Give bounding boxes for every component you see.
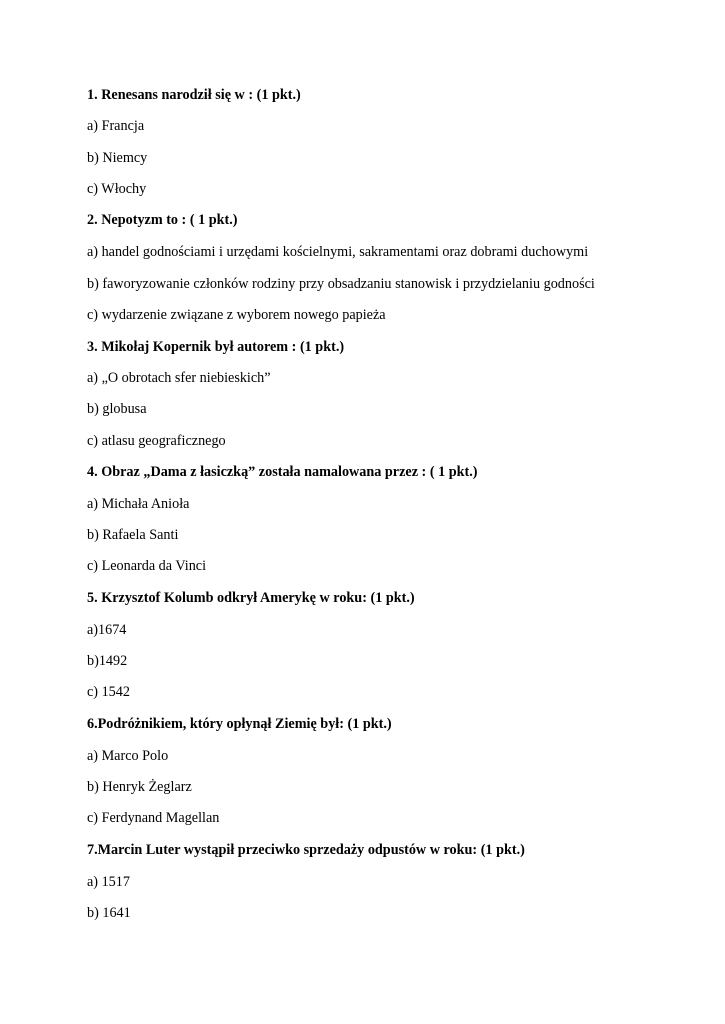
question-3-answer-a: a) „O obrotach sfer niebieskich” — [87, 370, 271, 386]
question-1-answer-c: c) Włochy — [87, 181, 147, 197]
question-1-answer-a: a) Francja — [87, 118, 145, 134]
question-2: 2. Nepotyzm to : ( 1 pkt.) — [87, 212, 238, 228]
question-3-answer-c: c) atlasu geograficznego — [87, 433, 226, 449]
question-2-answer-b: b) faworyzowanie członków rodziny przy obsadzaniu stanowisk i przydzielaniu godności — [87, 276, 595, 292]
question-5-answer-c: c) 1542 — [87, 684, 130, 700]
question-4-answer-b: b) Rafaela Santi — [87, 527, 179, 543]
question-1: 1. Renesans narodził się w : (1 pkt.) — [87, 87, 301, 103]
question-7-answer-b: b) 1641 — [87, 905, 131, 921]
question-2-answer-a: a) handel godnościami i urzędami kościelnymi, sakramentami oraz dobrami duchowymi — [87, 244, 589, 260]
question-6: 6.Podróżnikiem, który opłynął Ziemię był: (1 pkt.) — [87, 716, 392, 732]
question-5-answer-a: a)1674 — [87, 622, 127, 638]
question-2-answer-c: c) wydarzenie związane z wyborem nowego papieża — [87, 307, 386, 323]
question-6-answer-b: b) Henryk Żeglarz — [87, 779, 192, 795]
question-4-answer-a: a) Michała Anioła — [87, 496, 190, 512]
question-4-answer-c: c) Leonarda da Vinci — [87, 558, 207, 574]
question-6-answer-c: c) Ferdynand Magellan — [87, 810, 220, 826]
question-3-answer-b: b) globusa — [87, 401, 147, 417]
question-6-answer-a: a) Marco Polo — [87, 748, 169, 764]
question-1-answer-b: b) Niemcy — [87, 150, 148, 166]
question-5: 5. Krzysztof Kolumb odkrył Amerykę w roku: (1 pkt.) — [87, 590, 415, 606]
question-7: 7.Marcin Luter wystąpił przeciwko sprzedaży odpustów w roku: (1 pkt.) — [87, 842, 525, 858]
question-7-answer-a: a) 1517 — [87, 874, 130, 890]
question-5-answer-b: b)1492 — [87, 653, 128, 669]
question-4: 4. Obraz „Dama z łasiczką” została namalowana przez : ( 1 pkt.) — [87, 464, 478, 480]
question-3: 3. Mikołaj Kopernik był autorem : (1 pkt.) — [87, 339, 345, 355]
